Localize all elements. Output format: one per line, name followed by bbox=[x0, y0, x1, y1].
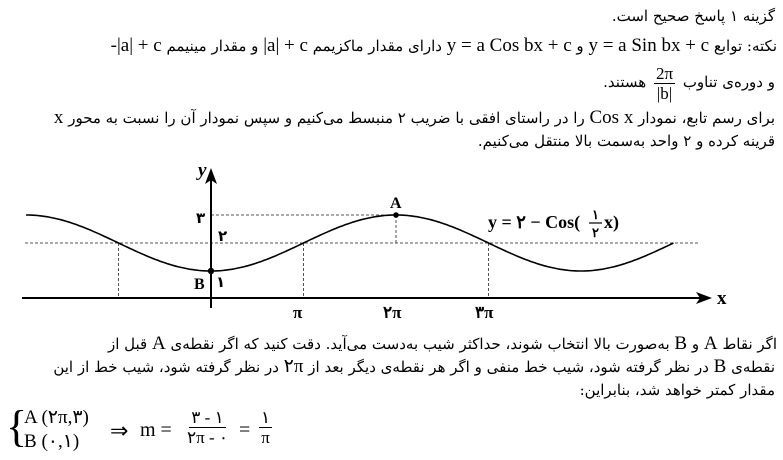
answer-line: گزینه ۱ پاسخ صحیح است. bbox=[611, 7, 775, 25]
cos-function: y = a Cos bx + c bbox=[446, 35, 572, 56]
brace-icon: { bbox=[6, 402, 28, 451]
sin-function: y = a Sin bx + c bbox=[588, 35, 710, 56]
point-B-label: B bbox=[194, 276, 205, 293]
min-value: -|a| + c bbox=[110, 35, 162, 56]
method-line-2: قرینه کرده و ۲ واحد به‌سمت بالا منتقل می‌کنیم. bbox=[477, 132, 775, 150]
period-line: و دوره‌ی تناوب $\frac{2\pi}{|b|}$ هستند. bbox=[603, 63, 775, 103]
slope-computation bbox=[6, 404, 306, 460]
result-fraction: ۱ π bbox=[261, 408, 271, 447]
x-tick-3pi: ۳π bbox=[475, 303, 494, 318]
svg-text:۱: ۱ bbox=[592, 207, 599, 222]
explanation-line-1: اگر نقاط A و B به‌صورت بالا انتخاب شوند، حداکثر شیب به‌دست می‌آید. دقت کنید که اگر نقطه‌ی A قبل از bbox=[107, 333, 777, 354]
point-B-coords: B (۰,۱) bbox=[24, 431, 80, 452]
y-tick-3: ۳ bbox=[196, 209, 206, 227]
svg-text:x): x) bbox=[604, 212, 619, 232]
equals-sign: = bbox=[239, 419, 251, 441]
y-tick-1: ۱ bbox=[216, 273, 226, 291]
implies-icon: ⇒ bbox=[110, 418, 129, 443]
max-value: |a| + c bbox=[263, 35, 308, 56]
x-tick-pi: π bbox=[293, 303, 303, 318]
cos-x: Cos x bbox=[589, 107, 634, 128]
period-fraction: $\frac{2\pi}{|b|}$ bbox=[655, 63, 674, 103]
method-line: برای رسم تابع، نمودار Cos x را در راستای افقی با ضریب ۲ منبسط می‌کنیم و سپس نمودار آن را نسبت به محور x bbox=[53, 107, 775, 128]
explanation-line-3: مقدار کمتر خواهد شد، بنابراین: bbox=[579, 381, 775, 399]
y-axis-label: y bbox=[198, 160, 207, 181]
x-axis-ref: x bbox=[53, 107, 64, 128]
y-tick-2: ۲ bbox=[218, 227, 228, 245]
svg-text:y = ۲ − Cos(: y = ۲ − Cos( bbox=[488, 212, 581, 232]
function-label bbox=[488, 207, 619, 240]
point-A-label: A bbox=[390, 195, 402, 212]
svg-text:۲: ۲ bbox=[592, 225, 599, 240]
point-A-marker bbox=[393, 212, 399, 218]
x-axis-label: x bbox=[717, 288, 727, 309]
point-A-coords: A (۲π,۳) bbox=[24, 407, 89, 428]
note-line: نکته: توابع y = a Sin bx + c و y = a Cos bx + c دارای مقدار ماکزیمم |a| + c و مقدار مینیمم -|a| + c bbox=[110, 35, 777, 56]
point-B-marker bbox=[208, 268, 214, 274]
slope-symbol: m = bbox=[140, 419, 172, 441]
function-graph bbox=[0, 150, 783, 318]
explanation-line-2: نقطه‌ی B در نظر گرفته شود، شیب خط منفی و اگر هر نقطه‌ی دیگر بعد از ۲π در نظر گرفته شود، شیب خط از این bbox=[53, 356, 775, 377]
slope-fraction: ۳ - ۱ ۲π - ۰ bbox=[187, 408, 229, 447]
x-tick-2pi: ۲π bbox=[383, 303, 402, 318]
